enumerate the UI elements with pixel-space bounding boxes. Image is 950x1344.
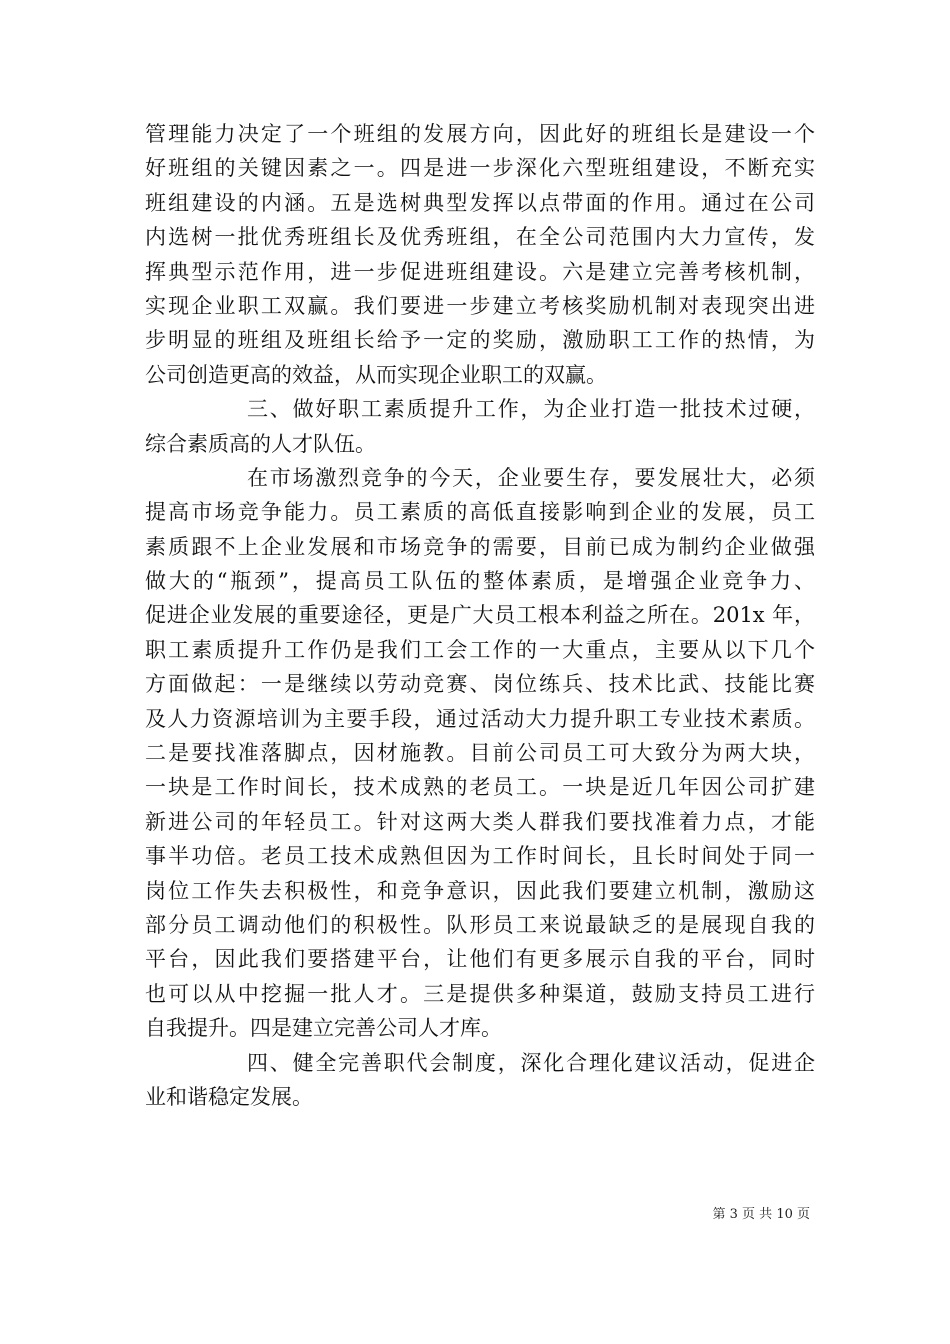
text-line: 岗位工作失去积极性，和竞争意识，因此我们要建立机制，激励这 (145, 878, 815, 903)
text-line: 方面做起：一是继续以劳动竞赛、岗位练兵、技术比武、技能比赛 (145, 672, 815, 697)
text-line: 班组建设的内涵。五是选树典型发挥以点带面的作用。通过在公司 (145, 190, 815, 215)
section-heading-line: 综合素质高的人才队伍。 (145, 431, 376, 456)
text-line: 素质跟不上企业发展和市场竞争的需要，目前已成为制约企业做强 (145, 534, 815, 559)
text-line: 事半功倍。老员工技术成熟但因为工作时间长，且长时间处于同一 (145, 844, 815, 869)
text-line: 挥典型示范作用，进一步促进班组建设。六是建立完善考核机制， (145, 259, 815, 284)
text-line: 实现企业职工双赢。我们要进一步建立考核奖励机制对表现突出进 (145, 293, 815, 318)
text-line: 好班组的关键因素之一。四是进一步深化六型班组建设，不断充实 (145, 156, 815, 181)
text-line: 促进企业发展的重要途径，更是广大员工根本利益之所在。201x 年， (145, 603, 815, 628)
text-line: 管理能力决定了一个班组的发展方向，因此好的班组长是建设一个 (145, 122, 815, 146)
section-heading-line: 三、做好职工素质提升工作，为企业打造一批技术过硬， (247, 397, 815, 422)
text-line: 二是要找准落脚点，因材施教。目前公司员工可大致分为两大块， (145, 741, 815, 766)
text-line: 部分员工调动他们的积极性。队形员工来说最缺乏的是展现自我的 (145, 912, 815, 937)
section-heading-line: 业和谐稳定发展。 (145, 1084, 313, 1109)
text-line: 做大的“瓶颈”，提高员工队伍的整体素质，是增强企业竞争力、 (145, 569, 815, 594)
document-body (145, 117, 815, 1114)
text-line: 也可以从中挖掘一批人才。三是提供多种渠道，鼓励支持员工进行 (145, 981, 815, 1006)
page-number: 第 3 页 共 10 页 (712, 1207, 810, 1222)
text-line: 新进公司的年轻员工。针对这两大类人群我们要找准着力点，才能 (145, 809, 815, 834)
text-line: 及人力资源培训为主要手段，通过活动大力提升职工专业技术素质。 (145, 706, 815, 731)
text-line: 职工素质提升工作仍是我们工会工作的一大重点，主要从以下几个 (145, 637, 815, 662)
text-line: 一块是工作时间长，技术成熟的老员工。一块是近几年因公司扩建 (145, 775, 815, 800)
text-line: 内选树一批优秀班组长及优秀班组，在全公司范围内大力宣传，发 (145, 225, 815, 250)
text-line: 平台，因此我们要搭建平台，让他们有更多展示自我的平台，同时 (145, 947, 815, 972)
text-line: 在市场激烈竞争的今天，企业要生存，要发展壮大，必须 (247, 465, 815, 490)
text-line: 公司创造更高的效益，从而实现企业职工的双赢。 (145, 362, 607, 387)
text-line: 提高市场竞争能力。员工素质的高低直接影响到企业的发展，员工 (145, 500, 815, 525)
section-heading-line: 四、健全完善职代会制度，深化合理化建议活动，促进企 (247, 1050, 815, 1075)
text-line: 自我提升。四是建立完善公司人才库。 (145, 1016, 502, 1041)
text-line: 步明显的班组及班组长给予一定的奖励，激励职工工作的热情，为 (145, 328, 815, 353)
